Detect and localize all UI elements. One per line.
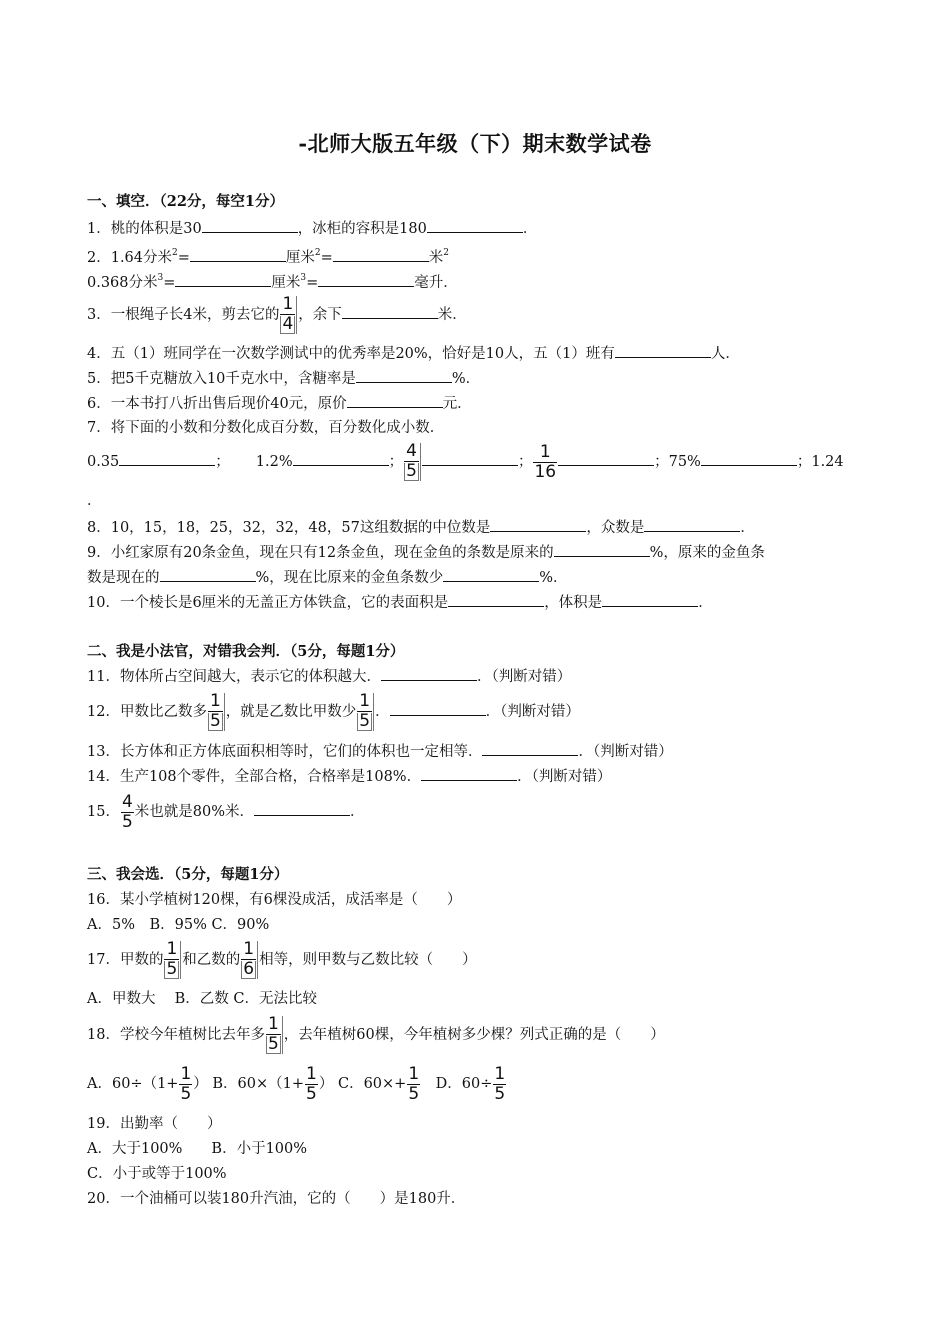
- question-14: 14．生产108个零件，全部合格，合格率是108%． ．（判断对错）: [87, 766, 611, 787]
- fraction-one-fifth: $\frac{1}{5}$: [180, 1063, 192, 1104]
- answer-blank[interactable]: [160, 567, 256, 582]
- answer-blank[interactable]: [318, 272, 414, 287]
- answer-blank[interactable]: [119, 451, 215, 466]
- answer-blank[interactable]: [421, 766, 517, 781]
- question-4: 4．五（1）班同学在一次数学测试中的优秀率是20%，恰好是10人，五（1）班有 人．: [87, 343, 740, 364]
- question-13: 13．长方体和正方体底面积相等时，它们的体积也一定相等． ．（判断对错）: [87, 741, 673, 762]
- answer-blank[interactable]: [390, 701, 486, 716]
- question-19-options-1: A．大于100% B．小于100%: [87, 1141, 308, 1157]
- question-16: 16．某小学植树120棵，有6棵没成活，成活率是（ ）: [87, 892, 462, 908]
- fraction-four-fifths: $\frac{4}{5}$: [404, 443, 421, 481]
- page-title: -北师大版五年级（下）期末数学试卷: [298, 131, 652, 156]
- answer-blank[interactable]: [254, 801, 350, 816]
- answer-blank[interactable]: [701, 451, 797, 466]
- question-2: 2．1.64分米$^2$= 厘米$^2$= 米$^2$: [87, 248, 450, 266]
- question-18: 18．学校今年植树比去年多 $\frac{1}{5}$ ，去年植树60棵，今年植树多少棵？列式正确的是（ ）: [87, 1014, 665, 1054]
- fraction-one-fifth: $\frac{1}{5}$: [266, 1016, 283, 1054]
- answer-blank[interactable]: [554, 542, 650, 557]
- fraction-one-sixteenth: $\frac{1}{16}$: [534, 441, 557, 482]
- question-17: 17．甲数的 $\frac{1}{5}$ 和乙数的 $\frac{1}{6}$ 相等，则甲数与乙数比较（ ）: [87, 939, 477, 979]
- section-1-heading: 一、填空．（22分，每空1分）: [87, 193, 285, 210]
- question-6: 6．一本书打八折出售后现价40元，原价 元．: [87, 393, 472, 414]
- question-2-part-b: 0.368分米$^3$= 厘米$^3$= 毫升．: [87, 273, 458, 291]
- answer-blank[interactable]: [422, 451, 518, 466]
- fraction-one-fifth: $\frac{1}{5}$: [208, 693, 225, 731]
- answer-blank[interactable]: [615, 343, 711, 358]
- answer-blank[interactable]: [644, 517, 740, 532]
- question-19: 19．出勤率（ ）: [87, 1116, 222, 1132]
- fraction-one-fifth: $\frac{1}{5}$: [408, 1063, 420, 1104]
- question-9: 9．小红家原有20条金鱼，现在只有12条金鱼，现在金鱼的条数是原来的 %，原来的金鱼条: [87, 542, 765, 563]
- question-10: 10．一个棱长是6厘米的无盖正方体铁盒，它的表面积是 ，体积是 ．: [87, 592, 713, 613]
- answer-blank[interactable]: [190, 247, 286, 262]
- question-15: 15． $\frac{4}{5}$ 米也就是80%米． ．: [87, 791, 365, 832]
- question-12: 12．甲数比乙数多 $\frac{1}{5}$ ，就是乙数比甲数少 $\frac{1}{5}$ ． ．（判断对错）: [87, 691, 580, 731]
- fraction-one-fourth: $\frac{1}{4}$: [280, 296, 297, 334]
- question-17-options: A．甲数大 B．乙数 C．无法比较: [87, 991, 317, 1007]
- answer-blank[interactable]: [293, 451, 389, 466]
- answer-blank[interactable]: [602, 592, 698, 607]
- question-1: 1．桃的体积是30 ，冰柜的容积是180 ．: [87, 218, 537, 239]
- question-20: 20．一个油桶可以装180升汽油，它的（ ）是180升．: [87, 1191, 466, 1207]
- question-16-options: A．5% B．95% C．90%: [87, 917, 270, 933]
- answer-blank[interactable]: [490, 517, 586, 532]
- question-7-period: ．: [87, 493, 102, 509]
- answer-blank[interactable]: [356, 368, 452, 383]
- answer-blank[interactable]: [333, 247, 429, 262]
- fraction-four-fifths: $\frac{4}{5}$: [121, 791, 133, 832]
- fraction-one-fifth: $\frac{1}{5}$: [164, 941, 181, 979]
- question-8: 8．10，15，18，25，32，32，48，57这组数据的中位数是 ，众数是 ．: [87, 517, 755, 538]
- answer-blank[interactable]: [175, 272, 271, 287]
- question-18-options: A．60÷（1+ $\frac{1}{5}$ ） B．60×（1+ $\frac{1}{5}$ ） C．60×+ $\frac{1}{5}$ D．60÷ $\frac{1}{5}$: [87, 1063, 506, 1104]
- answer-blank[interactable]: [342, 304, 438, 319]
- fraction-one-fifth: $\frac{1}{5}$: [494, 1063, 506, 1104]
- answer-blank[interactable]: [482, 741, 578, 756]
- question-11: 11．物体所占空间越大，表示它的体积越大． ．（判断对错）: [87, 666, 571, 687]
- question-7: 7．将下面的小数和分数化成百分数，百分数化成小数．: [87, 420, 445, 436]
- fraction-one-fifth: $\frac{1}{5}$: [357, 693, 374, 731]
- section-2-heading: 二、我是小法官，对错我会判．（5分，每题1分）: [87, 643, 405, 660]
- answer-blank[interactable]: [558, 451, 654, 466]
- fraction-one-sixth: $\frac{1}{6}$: [241, 941, 258, 979]
- answer-blank[interactable]: [347, 393, 443, 408]
- question-9-cont: 数是现在的 %，现在比原来的金鱼条数少 %．: [87, 567, 568, 588]
- answer-blank[interactable]: [448, 592, 544, 607]
- question-5: 5．把5千克糖放入10千克水中，含糖率是 %．: [87, 368, 480, 389]
- answer-blank[interactable]: [202, 218, 298, 233]
- question-3: 3．一根绳子长4米，剪去它的 $\frac{1}{4}$ ，余下 米．: [87, 294, 467, 334]
- question-7-items: 0.35 ； 1.2% ； $\frac{4}{5}$ ； $\frac{1}{16}$ ；75% ；1.24: [87, 441, 844, 482]
- answer-blank[interactable]: [443, 567, 539, 582]
- answer-blank[interactable]: [381, 666, 477, 681]
- section-3-heading: 三、我会选．（5分，每题1分）: [87, 866, 289, 883]
- answer-blank[interactable]: [427, 218, 523, 233]
- fraction-one-fifth: $\frac{1}{5}$: [306, 1063, 317, 1104]
- question-19-options-2: C．小于或等于100%: [87, 1166, 227, 1182]
